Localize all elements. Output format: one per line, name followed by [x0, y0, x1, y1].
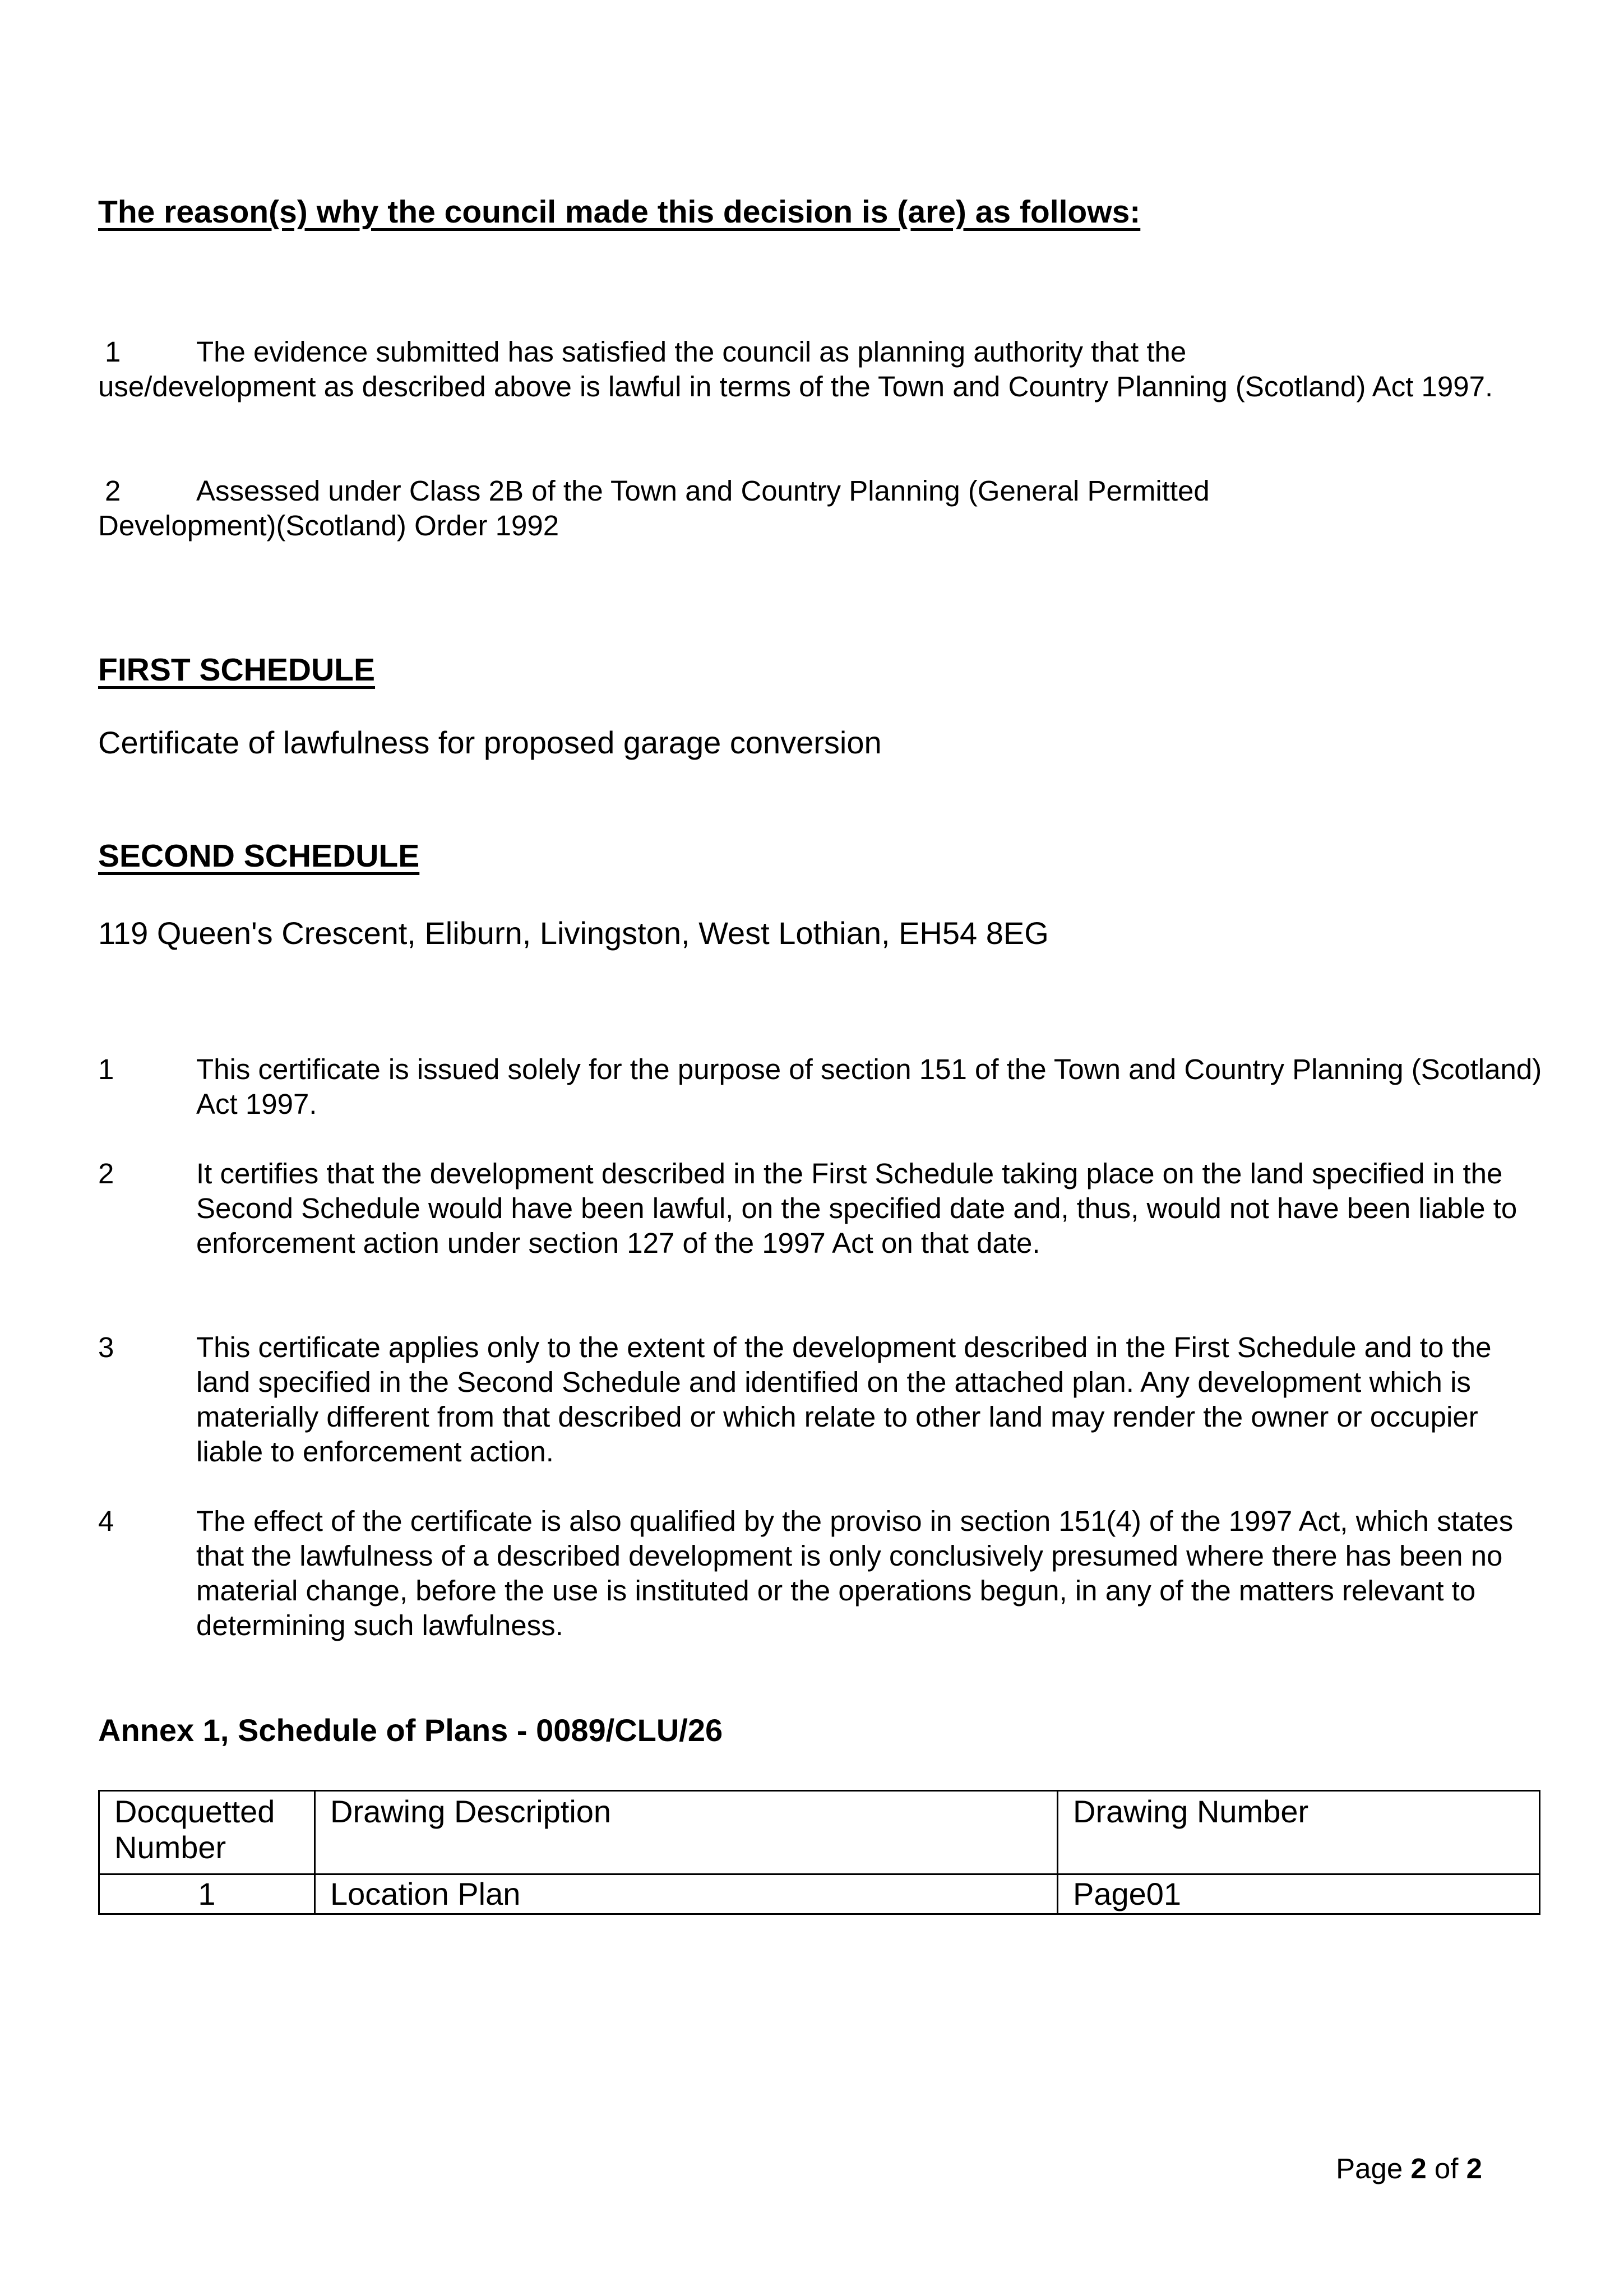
of-label: of — [1434, 2152, 1459, 2184]
certificate-note — [98, 1330, 1544, 1469]
column-header-drawing-description: Drawing Description — [315, 1791, 1058, 1874]
reason-text: use/development as described above is lawful in terms of the Town and Country Planning (Scotland) Act 1997. — [98, 371, 1493, 402]
note-number: 1 — [98, 1053, 114, 1085]
current-page: 2 — [1410, 2152, 1427, 2184]
reason-text-first-line: Assessed under Class 2B of the Town and Country Planning (General Permitted — [196, 475, 1210, 507]
page-number — [1336, 2151, 1482, 2186]
note-text: This certificate applies only to the extent of the development described in the First Schedule and to the land specified in the Second Schedule and identified on the attached plan. Any development which is materially different from that described or which relate to other land may render the owner or occupier liable to enforcement action. — [196, 1331, 1492, 1468]
schedule-of-plans-table — [98, 1790, 1540, 1915]
reason-text: Development)(Scotland) Order 1992 — [98, 510, 559, 541]
reason-text-first-line: The evidence submitted has satisfied the council as planning authority that the — [196, 336, 1187, 368]
second-schedule-text: 119 Queen's Crescent, Eliburn, Livingston, West Lothian, EH54 8EG — [98, 915, 1049, 951]
certificate-note — [98, 1052, 1544, 1122]
note-text: This certificate is issued solely for the purpose of section 151 of the Town and Country Planning (Scotland) Act 1997. — [196, 1053, 1542, 1120]
first-schedule-title: FIRST SCHEDULE — [98, 652, 376, 688]
reason-number: 2 — [105, 475, 121, 507]
note-number: 4 — [98, 1505, 114, 1537]
certificate-note — [98, 1156, 1544, 1261]
reason-number: 1 — [105, 336, 121, 368]
certificate-note — [98, 1504, 1544, 1643]
note-text: The effect of the certificate is also qualified by the proviso in section 151(4) of the 1997 Act, which states that the lawfulness of a described development is only conclusively presumed where there has been no material change, before the use is instituted or the operations begun, in any of the matters relevant to determining such lawfulness. — [196, 1505, 1514, 1641]
annex-title: Annex 1, Schedule of Plans - 0089/CLU/26 — [98, 1712, 723, 1748]
table-row — [99, 1874, 1540, 1914]
page-heading: The reason(s) why the council made this decision is (are) as follows: — [98, 194, 1141, 230]
note-number: 2 — [98, 1158, 114, 1189]
cell-docquetted-number: 1 — [99, 1874, 315, 1914]
column-header-docquetted-number: Docquetted Number — [99, 1791, 315, 1874]
total-pages: 2 — [1466, 2152, 1482, 2184]
reason-item — [98, 335, 1533, 404]
cell-drawing-description: Location Plan — [315, 1874, 1058, 1914]
reason-item — [98, 474, 1533, 543]
table-header-row — [99, 1791, 1540, 1874]
page-label: Page — [1336, 2152, 1403, 2184]
column-header-drawing-number: Drawing Number — [1058, 1791, 1540, 1874]
note-number: 3 — [98, 1331, 114, 1363]
first-schedule-text: Certificate of lawfulness for proposed garage conversion — [98, 725, 882, 760]
cell-drawing-number: Page01 — [1058, 1874, 1540, 1914]
note-text: It certifies that the development described in the First Schedule taking place on the land specified in the Second Schedule would have been lawful, on the specified date and, thus, would not have been liable to enforcement action under section 127 of the 1997 Act on that date. — [196, 1158, 1517, 1259]
second-schedule-title: SECOND SCHEDULE — [98, 838, 420, 874]
